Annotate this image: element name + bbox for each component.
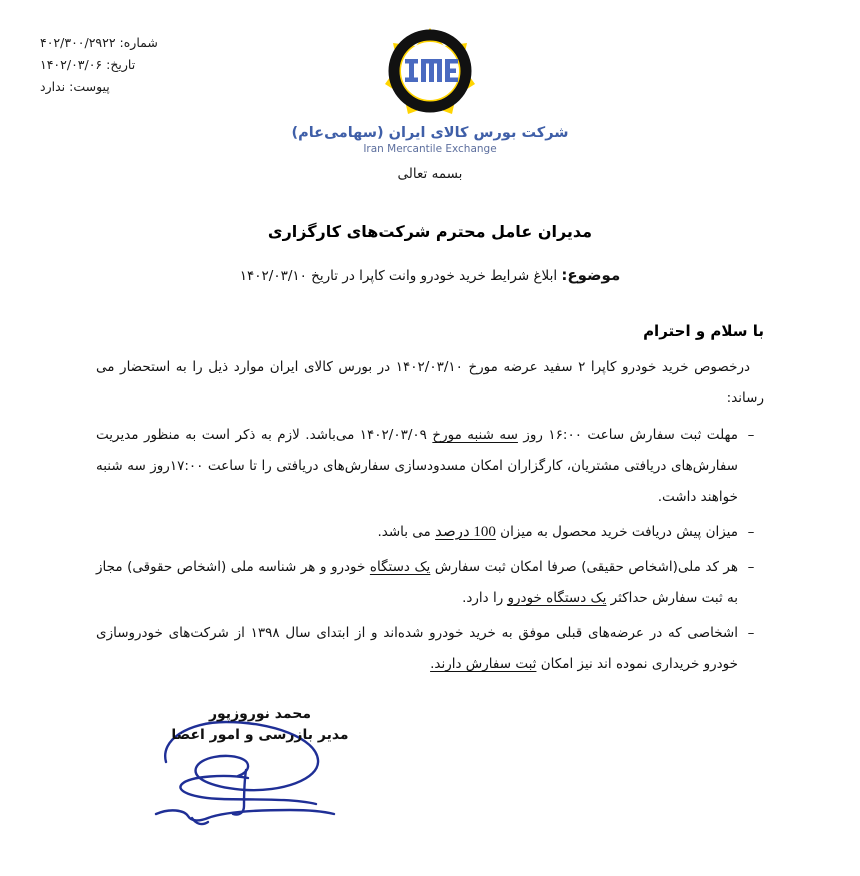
addressee-line: مدیران عامل محترم شرکت‌های کارگزاری [267,222,593,241]
bullet-dash-icon: – [747,427,755,443]
condition-text [96,552,738,614]
salutation-line: با سلام و احترام [643,322,764,340]
condition-item [96,517,764,548]
subject-text: ابلاغ شرایط خرید خودرو وانت کاپرا در تاریخ ۱۴۰۲/۰۳/۱۰ [239,268,558,284]
bullet-dash-icon: – [747,625,755,641]
logo-caption-persian: شرکت بورس کالای ایران (سهامی‌عام) [291,125,569,141]
plain-text: ۱۴۰۲/۰۳/۰۹ می‌باشد. لازم به ذکر است به منظور مدیریت سفارش‌های دریافتی مشتریان، کارگزاران امکان مسدودسازی سفارش‌های دریافتی را تا ساعت ۱۷:۰۰روز سه شنبه خواهند داشت. [96,427,738,505]
letter-attachment-label: پیوست: [69,79,110,94]
conditions-list [96,420,764,684]
plain-text: خودرو و هر شناسه ملی (اشخاص حقوقی) مجاز به ثبت سفارش حداکثر [96,559,738,606]
bullet-dash-icon: – [747,524,755,540]
plain-text: می باشد. [377,524,436,540]
signatory-name: محمد نوروزپور [208,706,312,722]
logo-monogram-shape [405,59,458,82]
signatory-title: مدیر بازرسی و امور اعضا [171,727,349,743]
basmala-line: بسمه تعالی [397,166,463,182]
condition-text [96,420,738,513]
plain-text: اشخاصی که در عرضه‌های قبلی موفق به خرید خودرو شده‌اند و از ابتدای سال ۱۳۹۸ از شرکت‌های خودروسازی خودرو خریداری نموده اند نیز امکان [96,625,738,672]
organization-logo-block [0,26,860,155]
condition-item [96,420,764,513]
emphasis-underlined-text: 100 درصد [435,524,496,540]
emphasis-underlined-text: یک دستگاه خودرو [507,590,607,606]
condition-text [96,517,738,548]
emphasis-underlined-text: ثبت سفارش دارند. [430,656,537,672]
subject-line [96,266,764,284]
letter-date-label: تاریخ: [106,57,136,72]
bullet-dash-icon: – [747,559,755,575]
emphasis-underlined-text: سه شنبه مورخ [432,427,518,443]
condition-item [96,552,764,614]
signature-block [130,704,390,746]
letter-number-value: ۴۰۲/۳۰۰/۲۹۲۲ [40,35,116,50]
letter-number-label: شماره: [119,35,158,50]
plain-text: هر کد ملی(اشخاص حقیقی) صرفا امکان ثبت سفارش [430,559,738,575]
plain-text: را دارد. [462,590,508,606]
subject-label: موضوع: [561,266,621,284]
letter-attachment-value: ندارد [40,79,66,94]
intro-paragraph: درخصوص خرید خودرو کاپرا ۲ سفید عرضه مورخ ۱۴۰۲/۰۳/۱۰ در بورس کالای ایران موارد ذیل را به استحضار می رساند: [96,359,764,406]
condition-item [96,618,764,680]
ime-logo-icon [382,26,478,116]
emphasis-underlined-text: یک دستگاه [369,559,431,575]
letter-date-value: ۱۴۰۲/۰۳/۰۶ [40,57,103,72]
plain-text: مهلت ثبت سفارش ساعت ۱۶:۰۰ روز [517,427,738,443]
plain-text: میزان پیش دریافت خرید محصول به میزان [495,524,738,540]
condition-text [96,618,738,680]
logo-caption-english: Iran Mercantile Exchange [363,143,497,155]
